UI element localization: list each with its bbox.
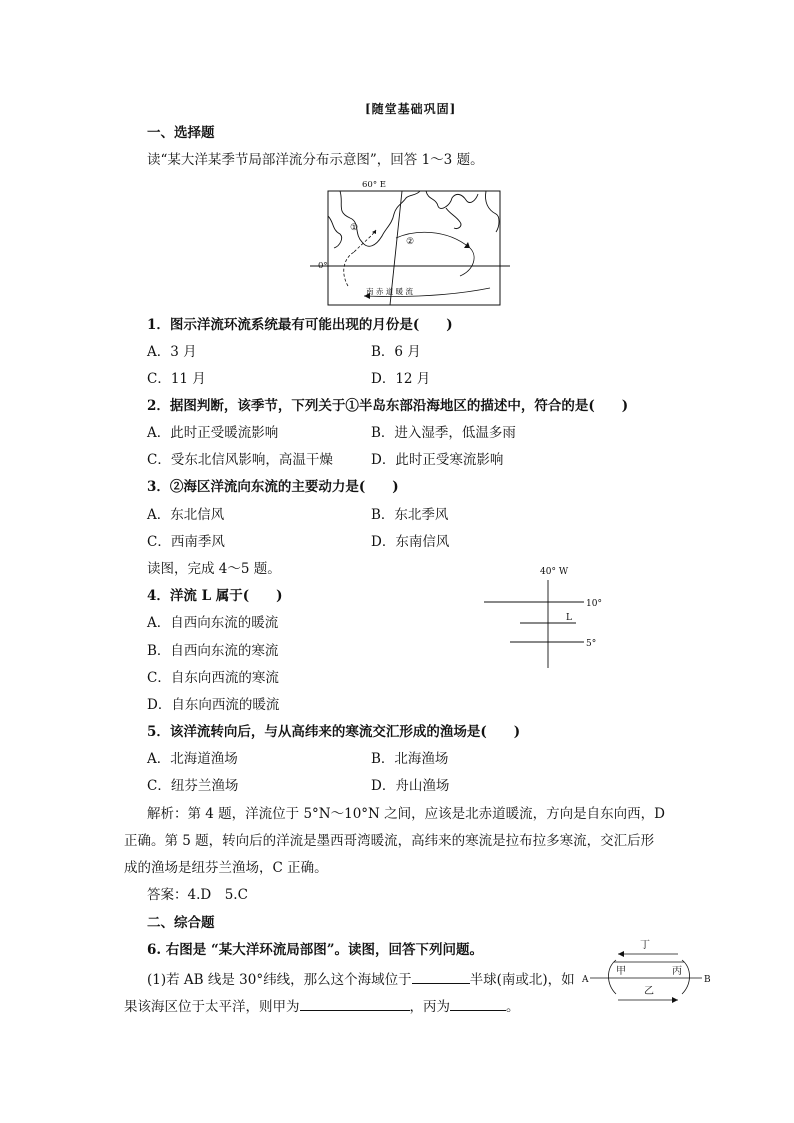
q1-option-a[interactable]: A．3 月 (147, 344, 197, 360)
q2-stem: 2．据图判断，该季节，下列关于①半岛东部沿海地区的描述中，符合的是( ) (147, 398, 629, 414)
q4-stem: 4．洋流 L 属于( ) (147, 588, 283, 604)
ocean-circulation-map-3 (578, 934, 714, 1014)
q2-option-a[interactable]: A．此时正受暖流影响 (147, 425, 279, 441)
q1-option-d[interactable]: D．12 月 (371, 371, 431, 387)
q6-part1-text-a: (1)若 AB 线是 30°纬线，那么这个海域位于 (147, 972, 412, 988)
q5-option-a[interactable]: A．北海道渔场 (147, 751, 238, 767)
q1-option-b[interactable]: B．6 月 (371, 344, 421, 360)
q6-part1-text-c: 果该海区位于太平洋，则甲为 (124, 999, 300, 1015)
region-2: ② (406, 237, 415, 247)
q6-part1-line1 (147, 969, 575, 989)
q2-option-c[interactable]: C．受东北信风影响，高温干燥 (147, 452, 333, 468)
jia-blank[interactable] (300, 996, 410, 1011)
q2-option-d[interactable]: D．此时正受寒流影响 (371, 452, 504, 468)
q6-part1-line2 (124, 996, 520, 1016)
label-jia: 甲 (616, 966, 626, 977)
label-b: B (704, 975, 711, 985)
q1-stem: 1．图示洋流环流系统最有可能出现的月份是( ) (147, 317, 453, 333)
answer-line: 答案：4.D 5.C (147, 887, 248, 903)
q6-part1-text-d: ，丙为 (409, 999, 450, 1015)
q3-option-c[interactable]: C．西南季风 (147, 534, 225, 550)
q3-option-d[interactable]: D．东南信风 (371, 534, 450, 550)
q4-option-c[interactable]: C．自东向西流的寒流 (147, 670, 279, 686)
q5-option-d[interactable]: D．舟山渔场 (371, 778, 450, 794)
section-heading-choice: 一、选择题 (147, 125, 215, 141)
lat-label-10: 10° (586, 599, 602, 609)
page-title: [随堂基础巩固] (365, 102, 457, 116)
q6-stem: 6. 右图是 “某大洋环流局部图”。读图，回答下列问题。 (147, 942, 484, 958)
intro-q1-3: 读“某大洋某季节局部洋流分布示意图”，回答 1～3 题。 (147, 152, 484, 168)
analysis-line-3: 成的渔场是纽芬兰渔场，C 正确。 (124, 860, 328, 876)
analysis-line-1: 解析：第 4 题，洋流位于 5°N～10°N 之间，应该是北赤道暖流，方向是自东向西，D (147, 806, 665, 822)
q6-part1-text-b: 半球(南或北)，如 (469, 972, 575, 988)
q5-option-b[interactable]: B．北海渔场 (371, 751, 449, 767)
ocean-current-map-1 (310, 176, 510, 308)
q4-option-b[interactable]: B．自西向东流的寒流 (147, 643, 279, 659)
analysis-line-2: 正确。第 5 题，转向后的洋流是墨西哥湾暖流，高纬来的寒流是拉布拉多寒流，交汇后形 (124, 833, 655, 849)
label-bing: 丙 (672, 966, 682, 977)
q3-option-b[interactable]: B．东北季风 (371, 507, 449, 523)
intro-q4-5: 读图，完成 4～5 题。 (147, 561, 281, 577)
q1-option-c[interactable]: C．11 月 (147, 371, 206, 387)
label-ding: 丁 (640, 940, 650, 951)
label-yi: 乙 (644, 986, 654, 997)
lon-label-60e: 60° E (362, 180, 386, 190)
q3-option-a[interactable]: A．东北信风 (147, 507, 225, 523)
q3-stem: 3．②海区洋流向东流的主要动力是( ) (147, 479, 399, 495)
bing-blank[interactable] (450, 996, 506, 1011)
q5-option-c[interactable]: C．纽芬兰渔场 (147, 778, 239, 794)
region-1: ① (350, 223, 359, 233)
q6-part1-text-e: 。 (506, 999, 520, 1015)
ocean-current-map-2 (480, 560, 620, 670)
q4-option-d[interactable]: D．自东向西流的暖流 (147, 697, 280, 713)
hemisphere-blank[interactable] (412, 969, 470, 984)
lat-label-5: 5° (586, 639, 597, 649)
south-equatorial-current-label: 南 赤 道 暖 流 (366, 287, 414, 296)
lat-label-equator: 0° (318, 261, 328, 271)
q2-option-b[interactable]: B．进入湿季，低温多雨 (371, 425, 516, 441)
current-l-label: L (566, 613, 572, 623)
q5-stem: 5．该洋流转向后，与从高纬来的寒流交汇形成的渔场是( ) (147, 724, 521, 740)
lon-label-40w: 40° W (540, 567, 569, 577)
section-heading-comprehensive: 二、综合题 (147, 915, 215, 931)
q4-option-a[interactable]: A．自西向东流的暖流 (147, 615, 279, 631)
label-a: A (582, 975, 589, 985)
